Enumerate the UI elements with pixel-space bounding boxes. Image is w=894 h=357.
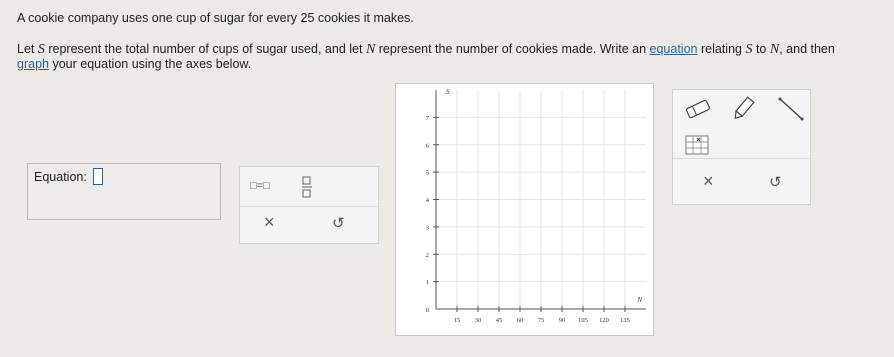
- graph-panel[interactable]: [395, 83, 654, 336]
- y-tick-label: 4: [425, 197, 429, 204]
- y-tick-label: 5: [425, 169, 429, 177]
- variable-n: N: [365, 42, 376, 57]
- question-text: cookies it makes.: [317, 11, 414, 25]
- question-text: , and then: [779, 42, 835, 56]
- origin-label: 0: [425, 307, 429, 314]
- y-tick-label: 2: [425, 251, 429, 259]
- table-icon[interactable]: [685, 135, 709, 155]
- x-tick-label: 105: [578, 317, 588, 324]
- equation-box[interactable]: [27, 163, 221, 220]
- x-axis-label: N: [637, 296, 642, 304]
- undo-button[interactable]: ↺: [332, 215, 345, 232]
- line-icon[interactable]: [777, 96, 805, 122]
- clear-button[interactable]: ×: [264, 212, 275, 232]
- variable-n: N: [769, 42, 780, 57]
- question-text: A cookie company uses one cup of sugar for every: [17, 11, 298, 25]
- equation-tool-palette: [239, 166, 379, 244]
- question-text: represent the total number of cups of sugar used, and let: [48, 42, 363, 56]
- x-tick-label: 30: [474, 317, 482, 324]
- equation-link[interactable]: equation: [649, 42, 698, 56]
- x-tick-label: 135: [620, 317, 630, 324]
- x-tick-label: 120: [599, 317, 609, 324]
- palette-divider: [240, 206, 378, 207]
- y-tick-label: 6: [425, 142, 429, 150]
- variable-s: S: [37, 42, 45, 57]
- y-tick-label: 7: [425, 114, 429, 122]
- variable-s: S: [745, 42, 753, 57]
- question-text: relating: [700, 42, 742, 56]
- x-tick-label: 90: [558, 317, 566, 324]
- graph-undo-button[interactable]: ↺: [769, 174, 782, 191]
- plot-area[interactable]: [396, 84, 653, 335]
- question-line-1: [17, 11, 414, 25]
- x-tick-label: 15: [453, 317, 461, 324]
- eraser-icon[interactable]: [685, 100, 711, 118]
- question-number: 25: [300, 11, 315, 25]
- x-tick-label: 75: [537, 317, 545, 324]
- y-tick-label: 3: [425, 224, 429, 232]
- equation-input[interactable]: [93, 168, 103, 185]
- graph-link[interactable]: graph: [17, 57, 49, 71]
- y-axis-label: S: [446, 88, 450, 96]
- x-tick-label: 60: [516, 317, 524, 324]
- graph-tool-palette: [672, 89, 811, 205]
- question-text: your equation using the axes below.: [52, 57, 252, 71]
- question-text: Let: [17, 42, 35, 56]
- question-text: represent the number of cookies made. Write an: [378, 42, 647, 56]
- x-tick-label: 45: [495, 317, 503, 324]
- equals-button[interactable]: □=□: [250, 180, 270, 192]
- question-text: to: [755, 42, 767, 56]
- y-tick-label: 1: [425, 279, 429, 287]
- pencil-icon[interactable]: [731, 96, 755, 122]
- question-line-2: [17, 42, 867, 72]
- fraction-button[interactable]: [302, 176, 312, 198]
- equation-label: Equation:: [34, 170, 87, 184]
- palette-divider: [673, 158, 810, 159]
- graph-clear-button[interactable]: ×: [703, 171, 714, 191]
